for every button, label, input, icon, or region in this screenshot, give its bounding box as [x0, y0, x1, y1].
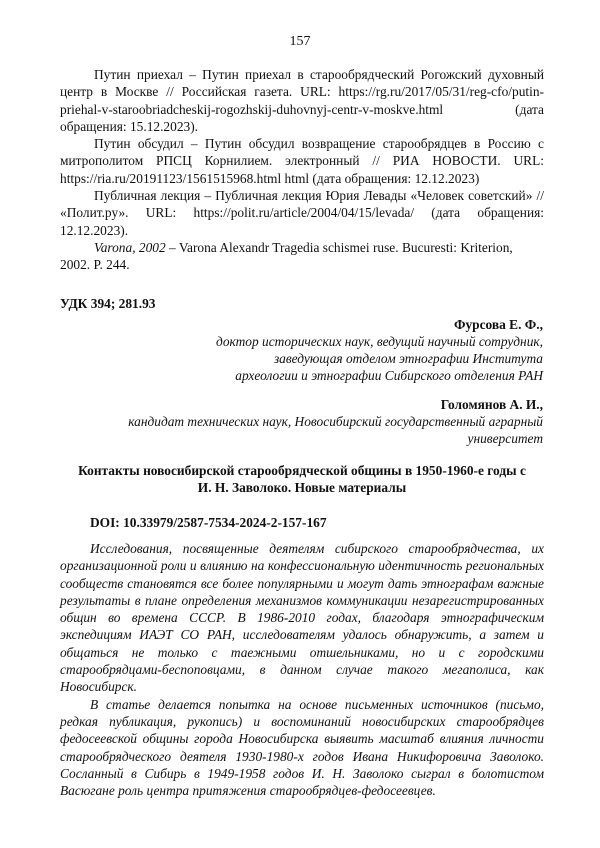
author-affiliation: археологии и этнографии Сибирского отделения РАН [235, 368, 543, 383]
author-name: Голомянов А. И., [440, 397, 543, 412]
abstract-paragraph: В статье делается попытка на основе письменных источников (письмо, редкая публикация, рукопись) и воспоминаний новосибирских старообрядцев федосеевской общины города Новосибирска выявить масштаб влияния личности старообрядческого деятеля 1930-1980-х годов Ивана Никифоровича Заволоко. Сосланный в Сибирь в 1949-1958 годов И. Н. Заволоко сыграл в болотистом Васюгане роль центра притяжения старообрядцев-федосеевцев. [60, 696, 544, 799]
author-name: Фурсова Е. Ф., [453, 317, 543, 332]
udk-code: УДК 394; 281.93 [60, 296, 156, 311]
abstract [60, 540, 544, 799]
reference-italic-prefix: Varona, 2002 [94, 239, 166, 255]
abstract-paragraph: Исследования, посвященные деятелям сибирского старообрядчества, их организационной роли и влиянию на конфессиональную идентичность региональных сообществ становятся все более популярными и могут дать этнографам важные результаты в плане определения механизмов коммуникации незарегистрированных общин во времена СССР. В 1986-2010 годах, благодаря этнографическим экспедициям ИАЭТ СО РАН, исследователям удалось обнаружить, а затем и общаться не только с таежными отшельниками, но и с городскими старообрядцами-беспоповцами, в данном случае такого мегаполиса, как Новосибирск. [60, 541, 544, 695]
reference-entry [60, 239, 544, 274]
reference-entry: Путин обсудил – Путин обсудил возвращение старообрядцев в Россию с митрополитом РПСЦ Корнилием. электронный // РИА НОВОСТИ. URL: https://ria.ru/20191123/1561515968.html html (дата обращения: 12.12.2023) [60, 136, 544, 186]
author-affiliation: доктор исторических наук, ведущий научный сотрудник, [216, 334, 543, 349]
author-affiliation: заведующая отделом этнографии Института [273, 351, 543, 366]
page-number: 157 [289, 34, 311, 49]
article-title-line: Контакты новосибирской старообрядческой общины в 1950-1960-е годы с [78, 463, 526, 478]
article-title-line: И. Н. Заволоко. Новые материалы [197, 480, 407, 495]
article-title [60, 462, 544, 496]
author-affiliation: кандидат технических наук, Новосибирский государственный аграрный [128, 414, 543, 429]
author-block [73, 396, 543, 447]
author-block [123, 316, 543, 384]
reference-entry: Публичная лекция – Публичная лекция Юрия Левады «Человек советский» // «Полит.ру». URL: https://polit.ru/article/2004/04/15/levada/ (дата обращения: 12.12.2023). [60, 188, 544, 238]
author-affiliation: университет [467, 431, 543, 446]
reference-entry: Путин приехал – Путин приехал в старообрядческий Рогожский духовный центр в Москве // Российская газета. URL: https://rg.ru/2017/05/31/reg-cfo/putin-priehal-v-staroobriadcheskij-rogozhskij-duhovnyj-centr-v-moskve.html (дата обращения: 15.12.2023). [60, 67, 544, 134]
reference-text: – Varona Alexandr Tragedia schismei ruse. Bucuresti: Kriterion, 2002. P. 244. [60, 239, 513, 273]
doi: DOI: 10.33979/2587-7534-2024-2-157-167 [90, 515, 327, 530]
reference-list [60, 66, 544, 274]
